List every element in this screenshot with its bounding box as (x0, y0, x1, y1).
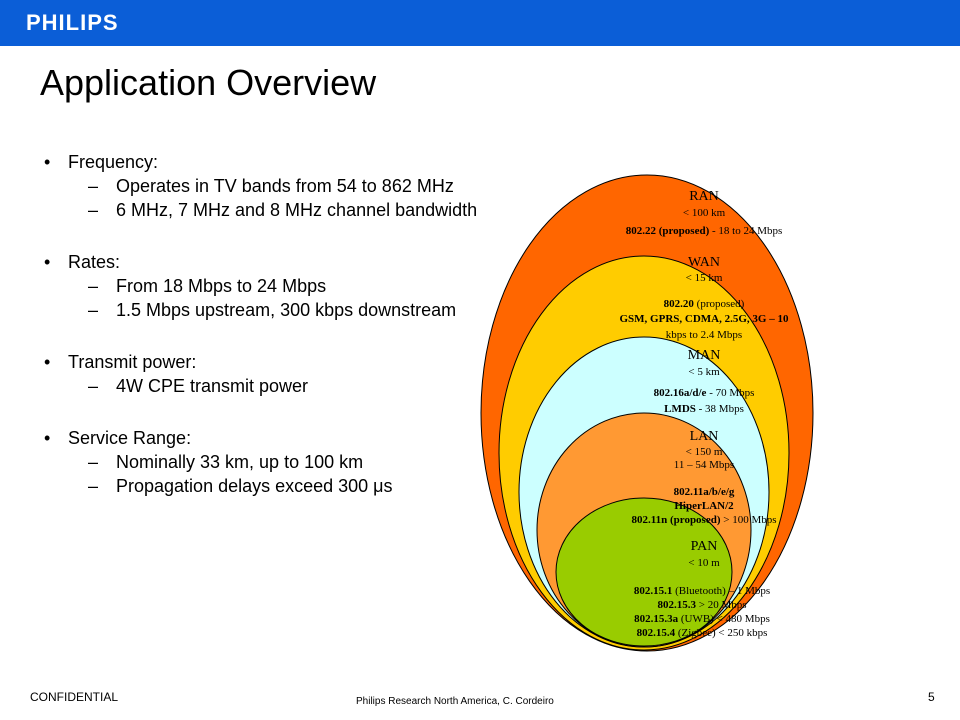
network-range-diagram (478, 170, 818, 660)
pan-row (637, 627, 768, 639)
lan-spec-3 (631, 514, 776, 526)
bullet-dot: • (44, 428, 51, 448)
page-title: Application Overview (40, 62, 377, 103)
confidential-label: CONFIDENTIAL (30, 690, 119, 704)
bullet-item (44, 350, 484, 374)
dash-mark: – (88, 452, 99, 472)
dash-mark: – (88, 376, 99, 396)
pan-name: PAN (690, 539, 718, 554)
lan-standard-2: HiperLAN/2 (674, 500, 734, 512)
wan-range: < 15 km (685, 272, 723, 284)
pan-row (634, 613, 770, 625)
bullet-item (44, 426, 484, 450)
lan-standard: 802.11a/b/e/g (673, 486, 735, 498)
sub-item-text: 1.5 Mbps upstream, 300 kbps downstream (116, 300, 457, 320)
sub-item (88, 474, 484, 498)
footer-credit: Philips Research North America, C. Cordeiro (356, 696, 554, 707)
ran-rate: - 18 to 24 Mbps (709, 225, 783, 237)
wan-spec (664, 298, 745, 310)
man-spec (654, 387, 755, 399)
bullet-label: Transmit power: (68, 352, 197, 372)
lan-standard-3: 802.11n (proposed) (631, 514, 721, 526)
pan-detail: > 20 Mbps (695, 599, 747, 611)
man-rate-2: - 38 Mbps (695, 403, 744, 415)
pan-standard: 802.15.3a (634, 613, 679, 625)
lan-range: < 150 m (685, 446, 723, 458)
sub-item (88, 274, 484, 298)
man-spec-2 (664, 403, 744, 415)
dash-mark: – (88, 300, 99, 320)
section-rates (44, 250, 484, 322)
page-number: 5 (928, 690, 935, 704)
man-standard: 802.16a/d/e (653, 387, 707, 399)
pan-standard: 802.15.1 (633, 585, 673, 597)
sub-item (88, 450, 484, 474)
bullet-dot: • (44, 152, 51, 172)
sub-item-text: Propagation delays exceed 300 μs (116, 476, 393, 496)
man-name: MAN (687, 348, 721, 363)
bullet-list (44, 150, 484, 526)
pan-detail: (Zigbee) < 250 kbps (675, 627, 768, 639)
lan-rate-range: 11 – 54 Mbps (673, 459, 735, 471)
man-range: < 5 km (688, 366, 720, 378)
dash-mark: – (88, 276, 99, 296)
pan-standard: 802.15.4 (636, 627, 676, 639)
sub-item (88, 174, 484, 198)
pan-standard: 802.15.3 (657, 599, 696, 611)
sub-item (88, 374, 484, 398)
wan-standard-note: (proposed) (693, 298, 745, 310)
ran-standard: 802.22 (proposed) (625, 225, 710, 237)
sub-item-text: Operates in TV bands from 54 to 862 MHz (116, 176, 454, 196)
man-standard-2: LMDS (664, 403, 696, 415)
philips-logo: PHILIPS (26, 10, 119, 35)
sub-item (88, 198, 484, 222)
section-service-range (44, 426, 484, 498)
lan-name: LAN (689, 429, 719, 444)
pan-range: < 10 m (688, 557, 720, 569)
sub-item-text: 4W CPE transmit power (116, 376, 309, 396)
bullet-label: Frequency: (68, 152, 159, 172)
dash-mark: – (88, 176, 99, 196)
dash-mark: – (88, 476, 99, 496)
bullet-label: Service Range: (68, 428, 192, 448)
sub-item-text: Nominally 33 km, up to 100 km (116, 452, 364, 472)
pan-row (657, 599, 746, 611)
man-rate: - 70 Mbps (706, 387, 755, 399)
section-frequency (44, 150, 484, 222)
bullet-item (44, 150, 484, 174)
ran-name: RAN (689, 189, 719, 204)
header-bar (0, 0, 960, 46)
section-transmit-power (44, 350, 484, 398)
sub-item-text: From 18 Mbps to 24 Mbps (116, 276, 327, 296)
bullet-item (44, 250, 484, 274)
dash-mark: – (88, 200, 99, 220)
wan-name: WAN (688, 255, 720, 270)
pan-row (634, 585, 770, 597)
wan-rate: kbps to 2.4 Mbps (665, 329, 743, 341)
lan-rate-3: > 100 Mbps (720, 514, 777, 526)
pan-detail: (Bluetooth) – 1 Mbps (672, 585, 771, 597)
sub-item (88, 298, 484, 322)
wan-cellular: GSM, GPRS, CDMA, 2.5G, 3G – 10 (619, 313, 789, 325)
bullet-dot: • (44, 252, 51, 272)
bullet-dot: • (44, 352, 51, 372)
ran-spec (626, 225, 783, 237)
ran-range: < 100 km (682, 207, 726, 219)
pan-detail: (UWB) < 480 Mbps (678, 613, 770, 625)
wan-standard: 802.20 (663, 298, 694, 310)
sub-item-text: 6 MHz, 7 MHz and 8 MHz channel bandwidth (116, 200, 478, 220)
bullet-label: Rates: (68, 252, 121, 272)
